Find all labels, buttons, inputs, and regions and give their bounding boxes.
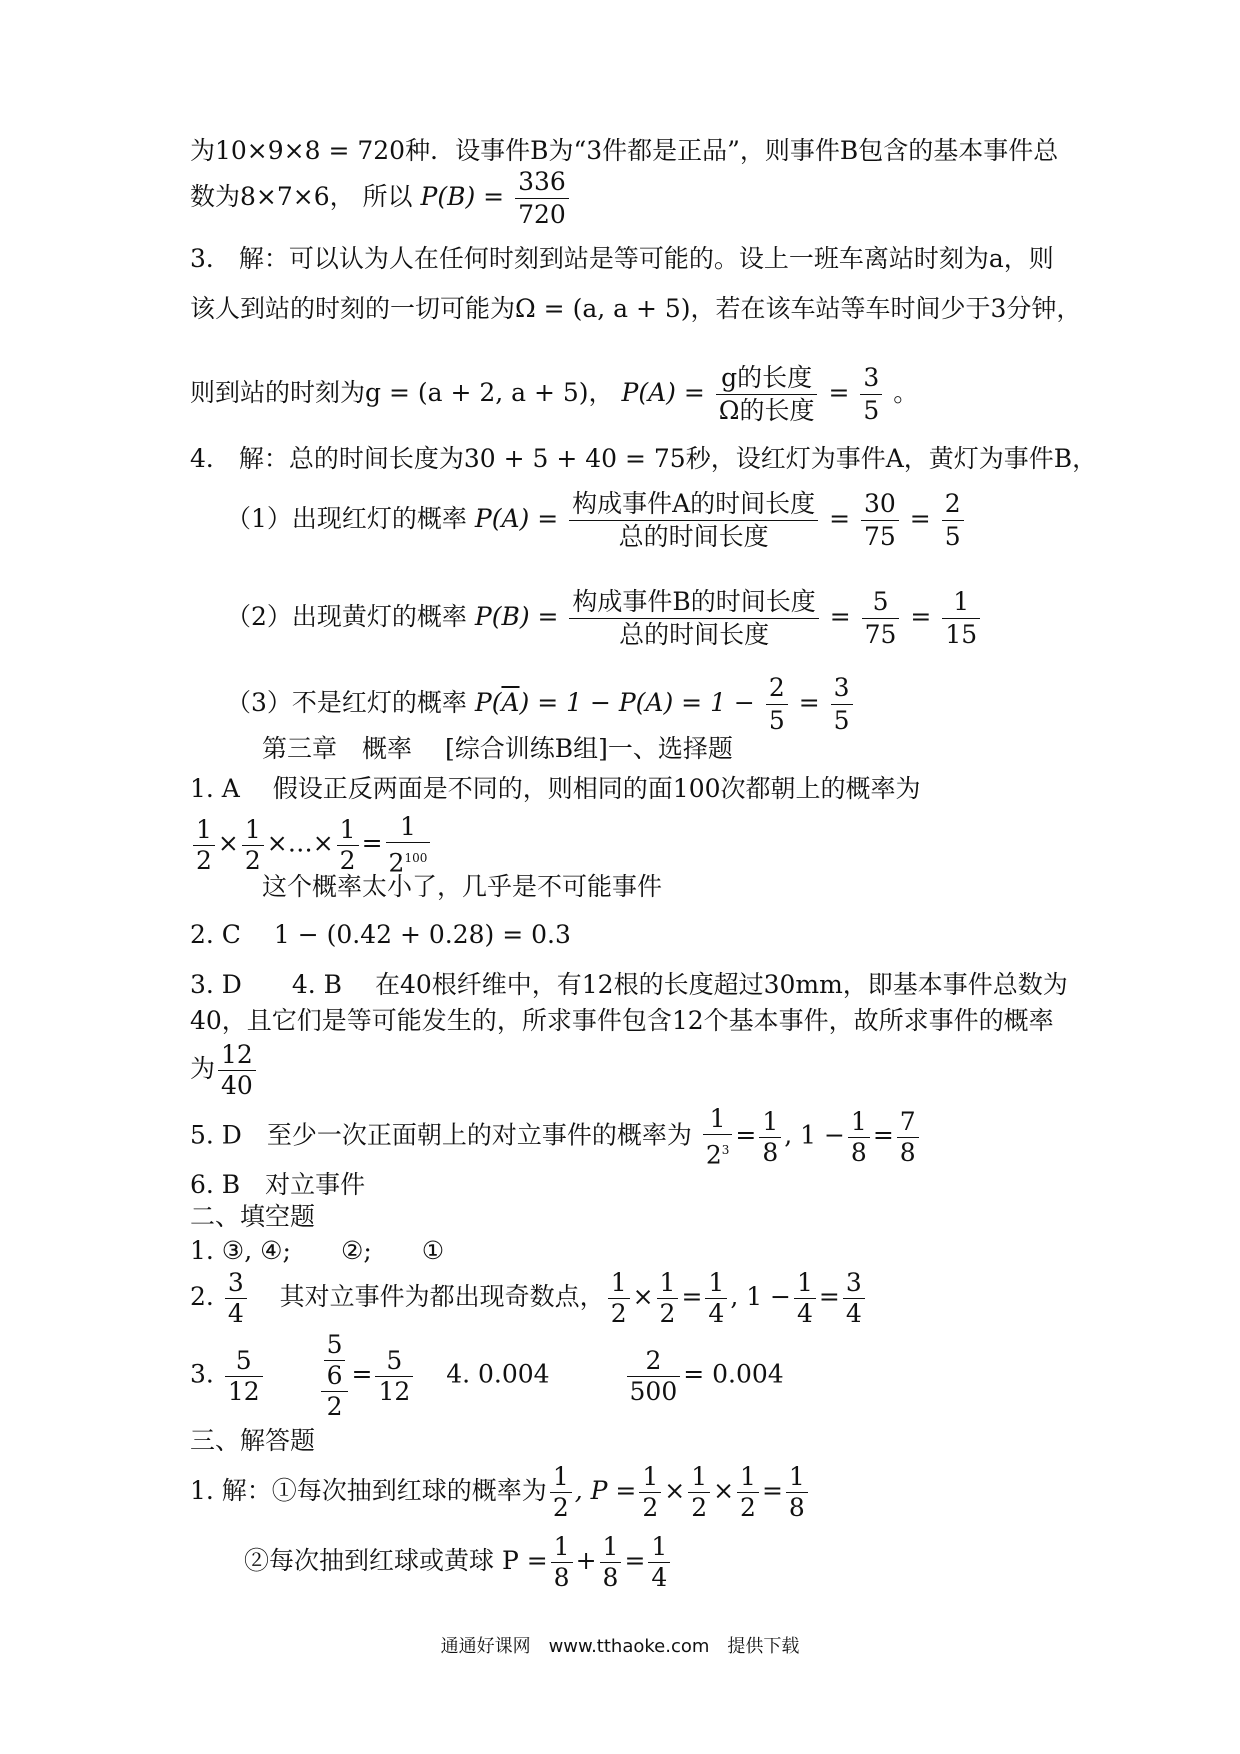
text-line: 该人到站的时刻的一切可能为Ω = (a, a + 5)，若在该车站等车时间少于3分钟， [190, 294, 1082, 323]
fraction: $\frac{5}{75}$ [862, 586, 900, 651]
text-line: 1. 解：①每次抽到红球的概率为 $\frac{1}{2}$ , P = $\frac{1}{2}$ × $\frac{1}{2}$ × $\frac{1}{2}$ = $\frac{1}{8}$ [190, 1462, 811, 1523]
fraction: $\frac{5}{12}$ [375, 1346, 413, 1407]
section-heading: 二、填空题 [190, 1202, 316, 1231]
fraction: $\frac{3}{4}$ [843, 1268, 865, 1329]
fraction: $\frac{7}{8}$ [897, 1107, 919, 1168]
text-line: 数为8×7×6， 所以 P(B) = $\frac{336}{720}$ [190, 166, 572, 231]
fraction: $\frac{1}{8}$ [848, 1107, 870, 1168]
fraction: $\frac{1}{2^{100}}$ [386, 812, 431, 878]
fraction: $\frac{1}{2}$ [193, 815, 215, 876]
fraction: $\frac{12}{40}$ [218, 1040, 256, 1101]
text-line: 2. $\frac{3}{4}$ 其对立事件为都出现奇数点， $\frac{1}{2}$ × $\frac{1}{2}$ = $\frac{1}{4}$ , 1 − $\frac{1}{4}$ = $\frac{3}{4}$ [190, 1268, 868, 1329]
text-line: 则到站的时刻为g = (a + 2, a + 5)， P(A) = $\frac{\text{g的长度}}{\text{Ω的长度}}$ = $\frac{3}{5}$ 。 [190, 363, 919, 425]
text-line: 6. B 对立事件 [190, 1170, 366, 1199]
fraction: $\frac{1}{2^3}$ [703, 1104, 733, 1170]
fraction: $\frac{336}{720}$ [515, 166, 569, 231]
fraction: $\frac{1}{8}$ [759, 1107, 781, 1168]
text-line: $\frac{1}{2}$ × $\frac{1}{2}$ ×…× $\frac{1}{2}$ = $\frac{1}{2^{100}}$ [190, 812, 433, 878]
fraction: $\frac{\text{构成事件B的时间长度}}{\text{总的时间长度}}$ [569, 586, 818, 651]
text-line: 1. A 假设正反两面是不同的，则相同的面100次都朝上的概率为 [190, 774, 921, 803]
fraction: $\frac{2}{5}$ [766, 672, 788, 737]
fraction: $\frac{1}{4}$ [648, 1532, 670, 1593]
fraction: $\frac{3}{5}$ [860, 362, 882, 427]
fraction: $\frac{30}{75}$ [861, 488, 899, 553]
fraction: $\frac{1}{2}$ [737, 1462, 759, 1523]
text-line: （1）出现红灯的概率 P(A) = $\frac{\text{构成事件A的时间长度}}{\text{总的时间长度}}$ = $\frac{30}{75}$ = $\frac{2}{5}$ [226, 488, 967, 553]
text-line: 这个概率太小了，几乎是不可能事件 [262, 872, 663, 901]
text-line: 3． 解：可以认为人在任何时刻到站是等可能的。设上一班车离站时刻为a，则 [190, 244, 1054, 273]
fraction: $\frac{1}{4}$ [794, 1268, 816, 1329]
text-line: （2）出现黄灯的概率 P(B) = $\frac{\text{构成事件B的时间长度}}{\text{总的时间长度}}$ = $\frac{5}{75}$ = $\frac{1}{15}$ [226, 586, 983, 651]
fraction: $\frac{1}{2}$ [639, 1462, 661, 1523]
text-line: 2. C 1 − (0.42 + 0.28) = 0.3 [190, 920, 571, 949]
fraction: $\frac{3}{5}$ [831, 672, 853, 737]
text-line: 4． 解：总的时间长度为30 + 5 + 40 = 75秒，设红灯为事件A，黄灯为事件B， [190, 444, 1098, 473]
text-line: ②每次抽到红球或黄球 P = $\frac{1}{8}$ + $\frac{1}{8}$ = $\frac{1}{4}$ [244, 1532, 673, 1593]
page-footer: 通通好课网 www.tthaoke.com 提供下载 [440, 1636, 800, 1657]
fraction: $\frac{1}{2}$ [608, 1268, 630, 1329]
fraction: $\frac{1}{2}$ [550, 1462, 572, 1523]
text-line: 40，且它们是等可能发生的，所求事件包含12个基本事件，故所求事件的概率 [190, 1006, 1054, 1035]
text-line: （3）不是红灯的概率 $P(\overline{A}) = 1 - P(A) = 1$ − $\frac{2}{5}$ = $\frac{3}{5}$ [226, 672, 856, 737]
fraction: $\frac{5}{12}$ [225, 1346, 263, 1407]
fraction: $\frac{1}{4}$ [705, 1268, 727, 1329]
text-line: 为10×9×8 = 720种．设事件B为“3件都是正品”，则事件B包含的基本事件总 [190, 136, 1059, 165]
fraction: $\frac{1}{15}$ [942, 586, 980, 651]
text-line: 3. D 4. B 在40根纤维中，有12根的长度超过30mm，即基本事件总数为 [190, 970, 1068, 999]
text-line: 为 $\frac{12}{40}$ [190, 1040, 259, 1101]
text-line: 1. ③, ④; ②; ① [190, 1236, 445, 1265]
fraction: $\frac{2}{5}$ [942, 488, 964, 553]
fraction: $\frac{3}{4}$ [225, 1268, 247, 1329]
fraction: $\frac{1}{2}$ [242, 815, 264, 876]
fraction: $\frac{1}{8}$ [786, 1462, 808, 1523]
section-heading: 三、解答题 [190, 1426, 316, 1455]
fraction: $\frac{1}{8}$ [600, 1532, 622, 1593]
fraction: $\frac{1}{2}$ [688, 1462, 710, 1523]
text-line: 5. D 至少一次正面朝上的对立事件的概率为 $\frac{1}{2^3}$ = $\frac{1}{8}$ , 1 − $\frac{1}{8}$ = $\frac{7}{8}$ [190, 1104, 922, 1170]
section-heading: 第三章 概率 [综合训练B组]一、选择题 [262, 734, 733, 763]
fraction: $\frac{1}{8}$ [551, 1532, 573, 1593]
text-line: 3. $\frac{5}{12}$ $\frac{\frac{5}{6}}{2}$ = $\frac{5}{12}$ 4. 0.004 $\frac{2}{500}$ = 0.004 [190, 1330, 784, 1421]
compound-fraction: $\frac{\frac{5}{6}}{2}$ [321, 1330, 349, 1422]
fraction: $\frac{2}{500}$ [627, 1346, 681, 1407]
fraction: $\frac{\text{g的长度}}{\text{Ω的长度}}$ [716, 362, 818, 427]
fraction: $\frac{1}{2}$ [337, 815, 359, 876]
fraction: $\frac{1}{2}$ [657, 1268, 679, 1329]
fraction: $\frac{\text{构成事件A的时间长度}}{\text{总的时间长度}}$ [569, 488, 818, 553]
